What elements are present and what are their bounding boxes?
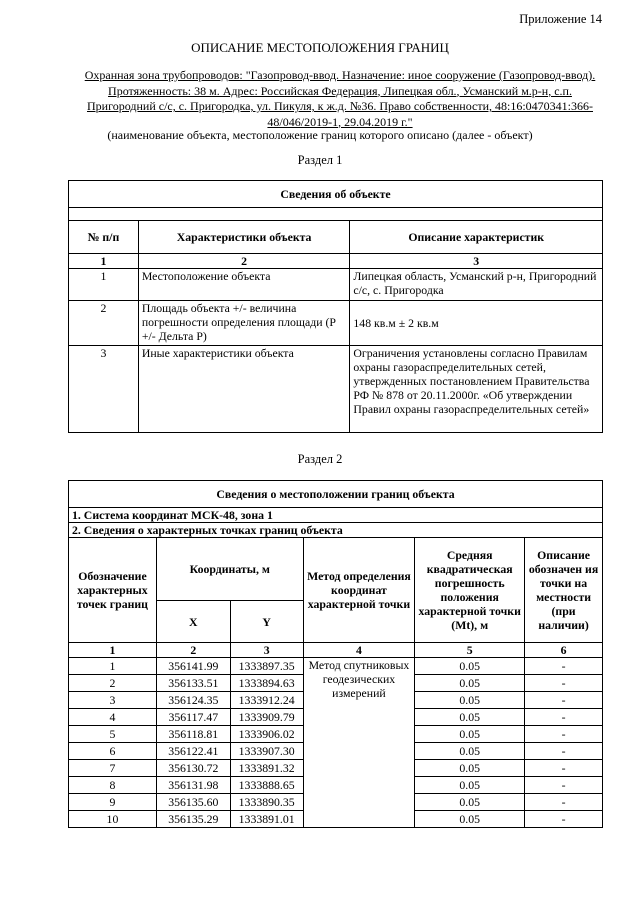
col-number: 6 [525,643,603,658]
point-number: 8 [69,777,157,794]
point-y: 1333897.35 [230,658,303,675]
point-mt: 0.05 [415,675,525,692]
point-number: 7 [69,760,157,777]
col-number: 3 [350,254,603,269]
table-title: Сведения о местоположении границ объекта [69,481,603,508]
point-mt: 0.05 [415,777,525,794]
object-name-line: 48/046/2019-1, 29.04.2019 г." [267,114,413,129]
row-number: 1 [69,269,139,301]
point-mt: 0.05 [415,726,525,743]
col-header-method: Метод определения координат характерной точки [303,538,415,643]
point-x: 356133.51 [156,675,230,692]
point-y: 1333906.02 [230,726,303,743]
point-number: 4 [69,709,157,726]
section-1-title: Раздел 1 [297,153,343,167]
point-description: - [525,692,603,709]
point-y: 1333891.01 [230,811,303,828]
row-value: Ограничения установлены согласно Правилам охраны газораспределительных сетей, утвержденных постановлением Правительства РФ № 878 от 20.11.2000г. «Об утверждении Правил охраны газораспределительных сетей» [350,346,603,433]
point-y: 1333888.65 [230,777,303,794]
point-number: 6 [69,743,157,760]
point-x: 356130.72 [156,760,230,777]
point-x: 356118.81 [156,726,230,743]
table-title: Сведения об объекте [69,181,603,208]
point-method: Метод спутниковых геодезических измерений [303,658,415,828]
point-mt: 0.05 [415,692,525,709]
row-number: 2 [69,301,139,346]
object-name-line: Охранная зона трубопроводов: "Газопровод-ввод. Назначение: иное сооружение (Газопровод-ввод). [84,68,596,82]
point-description: - [525,726,603,743]
point-mt: 0.05 [415,811,525,828]
point-x: 356135.60 [156,794,230,811]
point-description: - [525,709,603,726]
point-number: 3 [69,692,157,709]
point-mt: 0.05 [415,658,525,675]
col-header-description: Описание обозначен ия точки на местности (при наличии) [525,538,603,643]
object-caption: (наименование объекта, местоположение границ которого описано (далее - объект) [107,128,533,142]
row-value: 148 кв.м ± 2 кв.м [350,301,603,346]
col-number: 2 [156,643,230,658]
table-row [69,658,603,675]
point-description: - [525,777,603,794]
point-y: 1333907.30 [230,743,303,760]
col-number: 5 [415,643,525,658]
col-header-coordinates: Координаты, м [156,538,303,601]
table-row [69,346,603,433]
appendix-label: Приложение 14 [519,12,602,26]
point-number: 5 [69,726,157,743]
coordinate-system: 1. Система координат МСК-48, зона 1 [69,508,603,523]
point-y: 1333909.79 [230,709,303,726]
table-row [69,269,603,301]
point-y: 1333894.63 [230,675,303,692]
object-name-line: Протяженность: 38 м. Адрес: Российская Федерация, Липецкая обл., Усманский м.р-н, с.п. [108,83,572,98]
point-description: - [525,743,603,760]
point-x: 356124.35 [156,692,230,709]
section-2-title: Раздел 2 [297,452,343,466]
points-subtitle: 2. Сведения о характерных точках границ объекта [69,523,603,538]
object-name-line: Пригородний с/с, с. Пригородка, ул. Пикуля, к ж.д. №36. Право собственности, 48:16:0470341:366- [87,99,593,113]
col-number: 3 [230,643,303,658]
point-number: 9 [69,794,157,811]
point-number: 2 [69,675,157,692]
point-mt: 0.05 [415,794,525,811]
point-description: - [525,675,603,692]
point-x: 356122.41 [156,743,230,760]
col-header-number: № п/п [69,221,139,254]
row-characteristic: Площадь объекта +/- величина погрешности определения площади (P +/- Дельта P) [138,301,350,346]
point-description: - [525,811,603,828]
point-y: 1333890.35 [230,794,303,811]
point-x: 356135.29 [156,811,230,828]
col-header-x: X [156,601,230,643]
boundary-points-table [68,480,603,828]
point-mt: 0.05 [415,743,525,760]
row-number: 3 [69,346,139,433]
point-description: - [525,794,603,811]
col-number: 1 [69,643,157,658]
document-title: ОПИСАНИЕ МЕСТОПОЛОЖЕНИЯ ГРАНИЦ [191,40,449,55]
row-characteristic: Местоположение объекта [138,269,350,301]
point-y: 1333891.32 [230,760,303,777]
empty-row [69,208,603,221]
col-number: 1 [69,254,139,269]
point-description: - [525,760,603,777]
point-y: 1333912.24 [230,692,303,709]
point-x: 356117.47 [156,709,230,726]
point-x: 356131.98 [156,777,230,794]
col-header-point: Обозначение характерных точек границ [69,538,157,643]
point-description: - [525,658,603,675]
object-info-table [68,180,603,433]
row-value: Липецкая область, Усманский р-н, Пригородний с/с, с. Пригородка [350,269,603,301]
col-number: 2 [138,254,350,269]
col-header-characteristic: Характеристики объекта [138,221,350,254]
col-header-description: Описание характеристик [350,221,603,254]
point-number: 1 [69,658,157,675]
col-header-y: Y [230,601,303,643]
point-x: 356141.99 [156,658,230,675]
point-mt: 0.05 [415,760,525,777]
table-row [69,301,603,346]
row-characteristic: Иные характеристики объекта [138,346,350,433]
col-number: 4 [303,643,415,658]
point-number: 10 [69,811,157,828]
point-mt: 0.05 [415,709,525,726]
object-name [62,68,618,130]
col-header-error: Средняя квадратическая погрешность положения характерной точки (Mt), м [415,538,525,643]
